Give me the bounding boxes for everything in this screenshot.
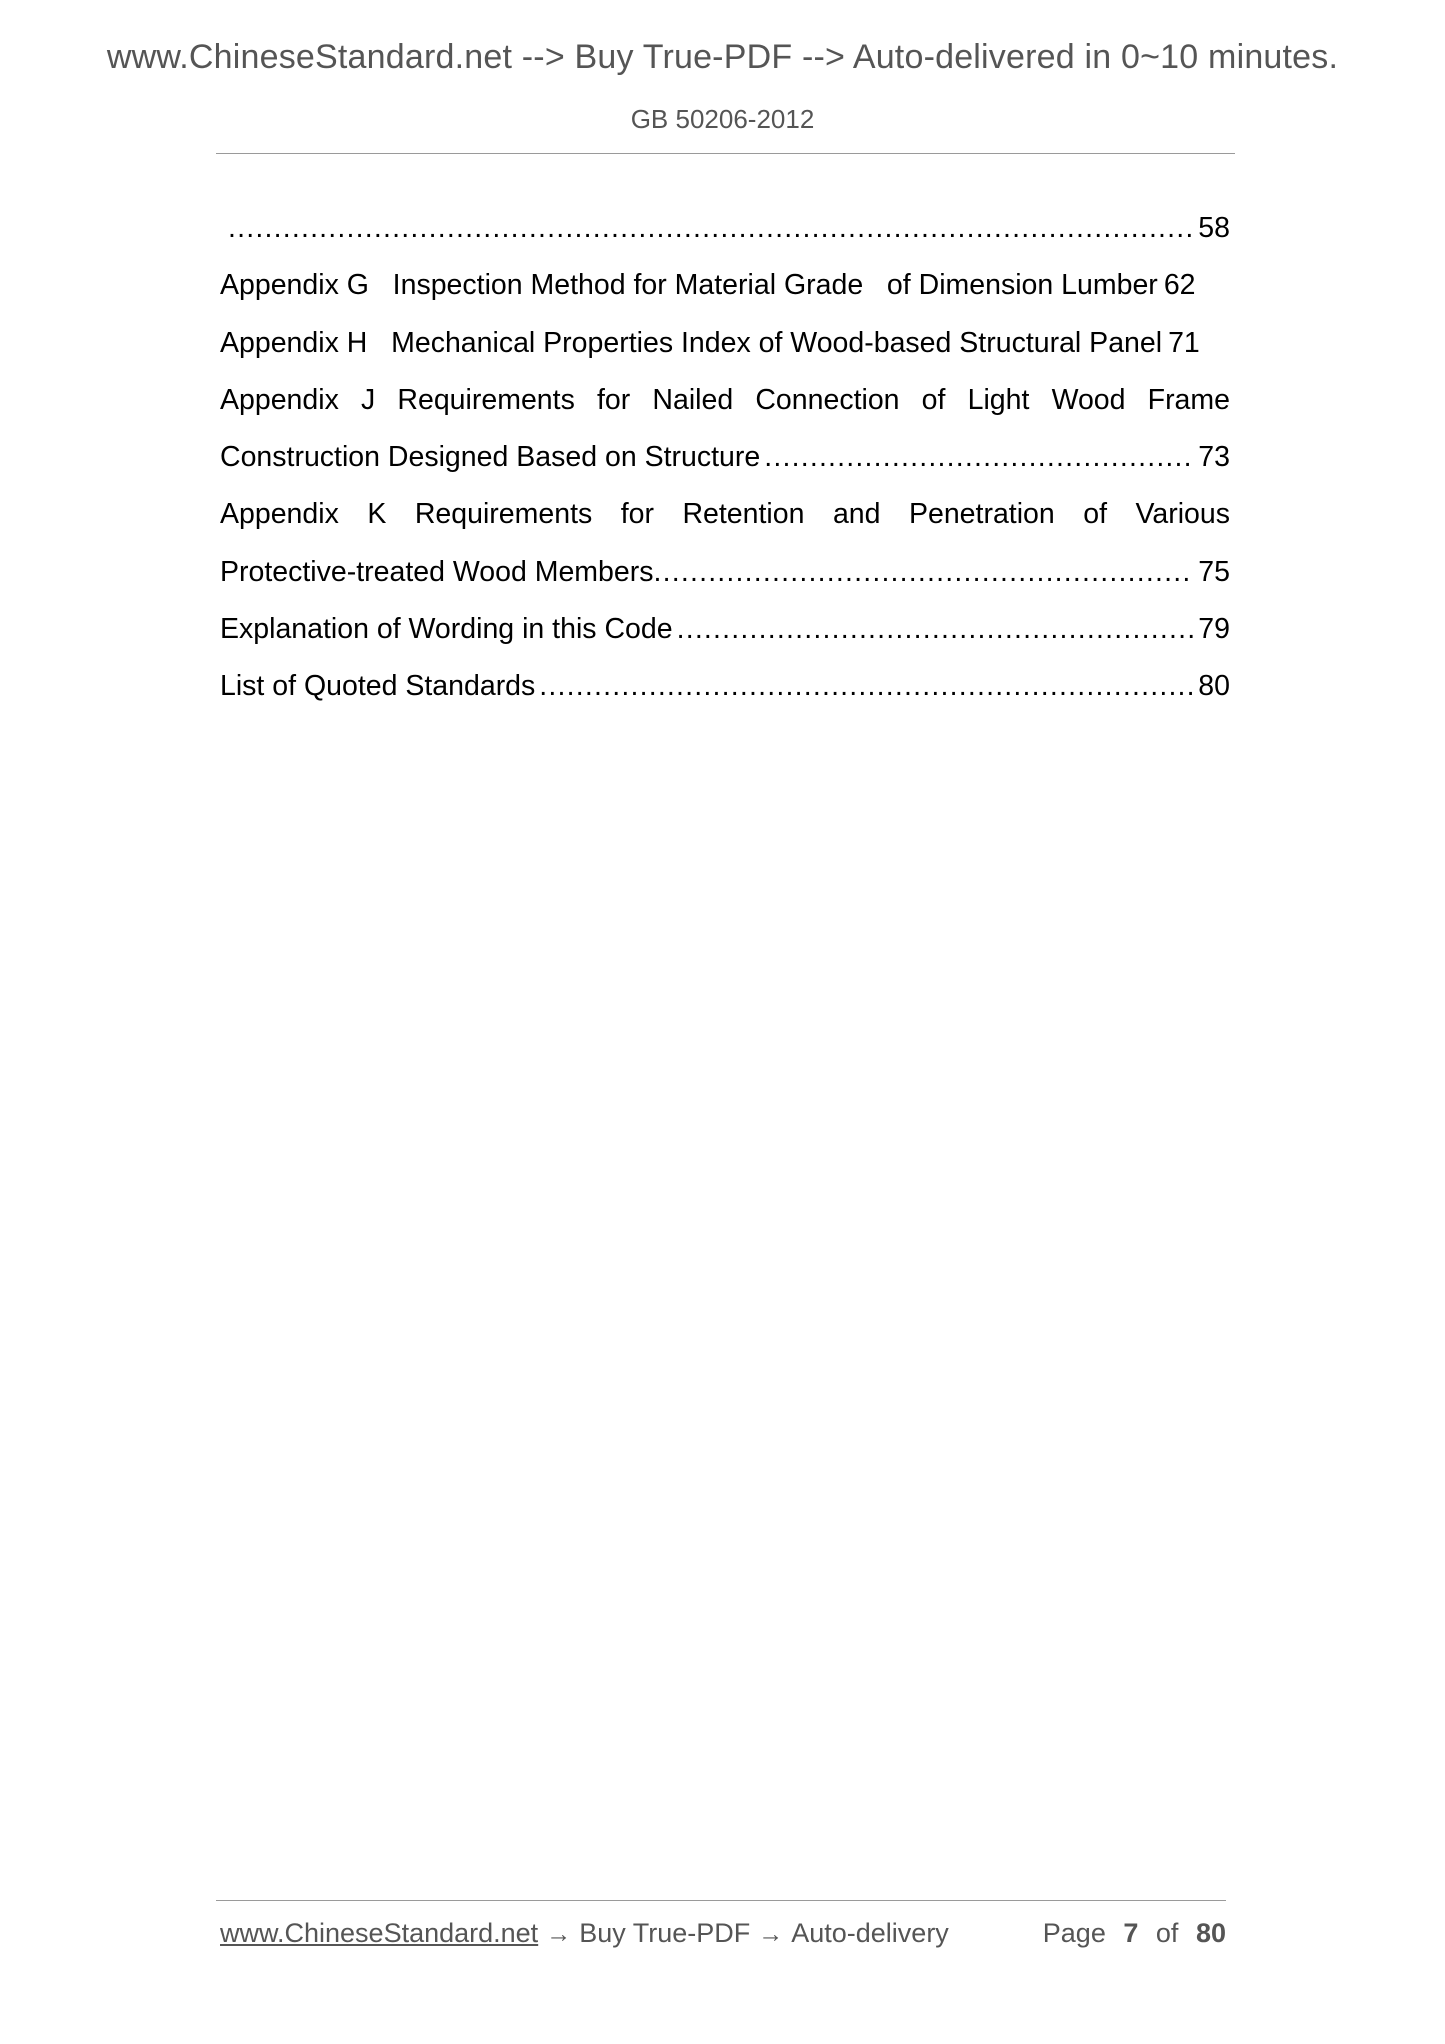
footer-buy-text: Buy True-PDF [579, 1918, 751, 1948]
toc-page-number: 58 [1198, 212, 1230, 244]
toc-entry-appendix-k-line2[interactable] [220, 544, 1230, 601]
footer-site-link[interactable]: www.ChineseStandard.net [220, 1918, 539, 1948]
toc-page-number: 75 [1198, 555, 1230, 588]
toc-entry-title: Explanation of Wording in this Code [220, 613, 673, 646]
toc-entry-title: Appendix K Requirements for Retention and Penetration of Various [220, 498, 1230, 531]
toc-entry-title-continued: Protective-treated Wood Members [220, 555, 654, 588]
toc-entry-appendix-j-line2[interactable] [220, 429, 1230, 486]
dot-leader [539, 658, 1194, 715]
toc-entry-appendix-h[interactable] [220, 315, 1230, 372]
toc-entry-appendix-g[interactable] [220, 257, 1230, 314]
total-page-count: 80 [1195, 1918, 1226, 1948]
toc-entry-title: List of Quoted Standards [220, 670, 536, 703]
toc-page-number: 62 [1163, 269, 1196, 302]
dot-leader [677, 601, 1195, 658]
footer-promo [220, 1918, 949, 1949]
header-divider [216, 153, 1235, 154]
toc-page-number: 79 [1198, 613, 1230, 646]
toc-page-number: 73 [1198, 441, 1230, 474]
footer-divider [216, 1900, 1226, 1901]
site-banner: www.ChineseStandard.net --> Buy True-PDF --> Auto-delivered in 0~10 minutes. [106, 38, 1339, 76]
dot-leader [764, 429, 1194, 486]
footer-delivery-text: Auto-delivery [791, 1918, 949, 1948]
toc-entry-title: Appendix G Inspection Method for Material Grade of Dimension Lumber [220, 269, 1158, 302]
arrow-right-icon: → [758, 1920, 784, 1948]
table-of-contents [220, 200, 1230, 716]
toc-continued-entry[interactable] [220, 200, 1230, 257]
toc-entry-appendix-j-line1[interactable] [220, 372, 1230, 429]
toc-entry-explanation-of-wording[interactable] [220, 601, 1230, 658]
toc-entry-title: Appendix H Mechanical Properties Index of Wood-based Structural Panel [220, 326, 1163, 359]
toc-entry-title: Appendix J Requirements for Nailed Connection of Light Wood Frame [220, 383, 1230, 416]
page-label: Page [1042, 1918, 1106, 1948]
toc-entry-title-continued: Construction Designed Based on Structure [220, 441, 761, 474]
page-counter [1043, 1918, 1226, 1949]
dot-leader [653, 544, 1194, 601]
toc-entry-list-of-quoted-standards[interactable] [220, 658, 1230, 715]
toc-page-number: 71 [1168, 326, 1200, 359]
toc-entry-appendix-k-line1[interactable] [220, 486, 1230, 543]
toc-page-number: 80 [1198, 670, 1230, 703]
page-of-label: of [1155, 1918, 1179, 1948]
document-code: GB 50206-2012 [630, 104, 815, 134]
current-page-number: 7 [1123, 1918, 1139, 1948]
arrow-right-icon: → [546, 1920, 572, 1948]
page-footer [220, 1918, 1226, 1949]
dot-leader [228, 200, 1194, 257]
